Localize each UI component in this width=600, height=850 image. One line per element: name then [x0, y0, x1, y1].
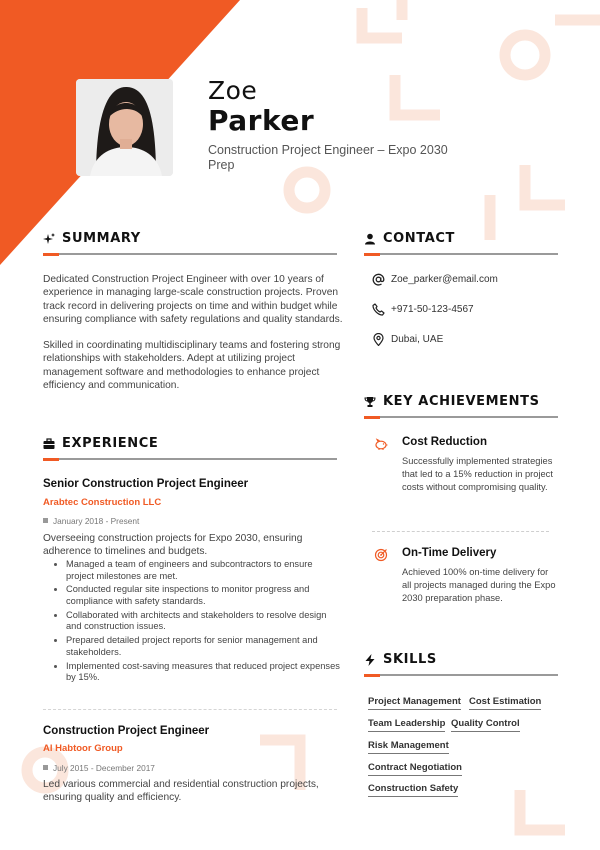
skill-tag: Project Management: [368, 696, 461, 710]
trophy-icon: [364, 396, 376, 408]
job-company: Al Habtoor Group: [43, 743, 123, 754]
contact-heading: CONTACT: [383, 231, 455, 246]
list-item: Managed a team of engineers and subcontractors to ensure project milestones are met.: [53, 559, 341, 582]
summary-paragraph: Skilled in coordinating multidisciplinary teams and fostering strong relationships with stakeholders. Adept at utilizing project management software and methodologies to enhance project efficiency and communication.: [43, 340, 341, 391]
briefcase-icon: [43, 438, 55, 450]
job-role: Construction Project Engineer: [43, 725, 210, 737]
last-name: Parker: [208, 104, 315, 137]
calendar-icon: [43, 765, 48, 770]
profile-photo: [76, 79, 173, 176]
list-item: Prepared detailed project reports for senior management and stakeholders.: [53, 635, 341, 658]
summary-paragraph: Dedicated Construction Project Engineer with over 10 years of experience in managing large-scale construction projects. Proven track record in delivering projects on time and within budget while ensuring compliance with safety regulations and quality standards.: [43, 274, 343, 325]
skill-tag: Contract Negotiation: [368, 762, 462, 776]
divider-accent: [43, 253, 59, 256]
divider: [364, 253, 558, 255]
achievement-title: Cost Reduction: [402, 436, 487, 448]
job-company: Arabtec Construction LLC: [43, 497, 162, 508]
skill-tag: Construction Safety: [368, 783, 458, 797]
person-icon: [364, 233, 376, 245]
job-bullets: [53, 559, 341, 686]
divider-accent: [364, 416, 380, 419]
experience-section-header: [43, 436, 337, 464]
calendar-icon: [43, 518, 48, 523]
experience-heading: EXPERIENCE: [62, 436, 159, 451]
divider: [364, 416, 558, 418]
divider: [43, 458, 337, 460]
skills-section-header: [364, 652, 558, 680]
job-separator: [43, 709, 337, 710]
achievement-separator: [372, 531, 549, 532]
achievement-description: Successfully implemented strategies that led to a 15% reduction in project costs without compromising quality.: [402, 456, 553, 492]
first-name: Zoe: [208, 76, 258, 105]
summary-heading: SUMMARY: [62, 231, 141, 246]
achievements-heading: KEY ACHIEVEMENTS: [383, 394, 540, 409]
job-dates: January 2018 - Present: [43, 516, 139, 526]
sparkle-icon: [43, 233, 55, 245]
location-pin-icon: [372, 333, 385, 346]
summary-section-header: [43, 231, 337, 259]
skills-heading: SKILLS: [383, 652, 437, 667]
achievements-section-header: [364, 394, 558, 422]
divider: [43, 253, 337, 255]
piggy-bank-icon: [374, 437, 388, 451]
list-item: Collaborated with architects and stakeholders to resolve design and construction issues.: [53, 610, 341, 633]
job-title: Construction Project Engineer – Expo 2030 Prep: [208, 143, 448, 172]
job-description: Led various commercial and residential construction projects, ensuring quality and efficiency.: [43, 779, 319, 804]
achievement-description: Achieved 100% on-time delivery for all projects managed during the Expo 2030 preparation phase.: [402, 567, 556, 603]
skill-tag: Team Leadership: [368, 718, 445, 732]
phone-icon: [372, 303, 385, 316]
avatar-icon: [76, 79, 173, 176]
at-sign-icon: [372, 273, 385, 286]
list-item: Conducted regular site inspections to monitor progress and compliance with safety standards.: [53, 584, 341, 607]
achievement-title: On-Time Delivery: [402, 547, 497, 559]
skill-tag: Cost Estimation: [469, 696, 541, 710]
skill-tag: Risk Management: [368, 740, 449, 754]
contact-section-header: [364, 231, 558, 259]
divider: [364, 674, 558, 676]
target-icon: [374, 548, 388, 562]
list-item: Implemented cost-saving measures that reduced project expenses by 15%.: [53, 661, 341, 684]
job-description: Overseeing construction projects for Expo 2030, ensuring adherence to timelines and budgets.: [43, 533, 303, 558]
job-dates: July 2015 - December 2017: [43, 763, 155, 773]
divider-accent: [364, 253, 380, 256]
job-role: Senior Construction Project Engineer: [43, 478, 249, 490]
divider-accent: [43, 458, 59, 461]
divider-accent: [364, 674, 380, 677]
skill-tag: Quality Control: [451, 718, 520, 732]
bolt-icon: [364, 654, 376, 666]
